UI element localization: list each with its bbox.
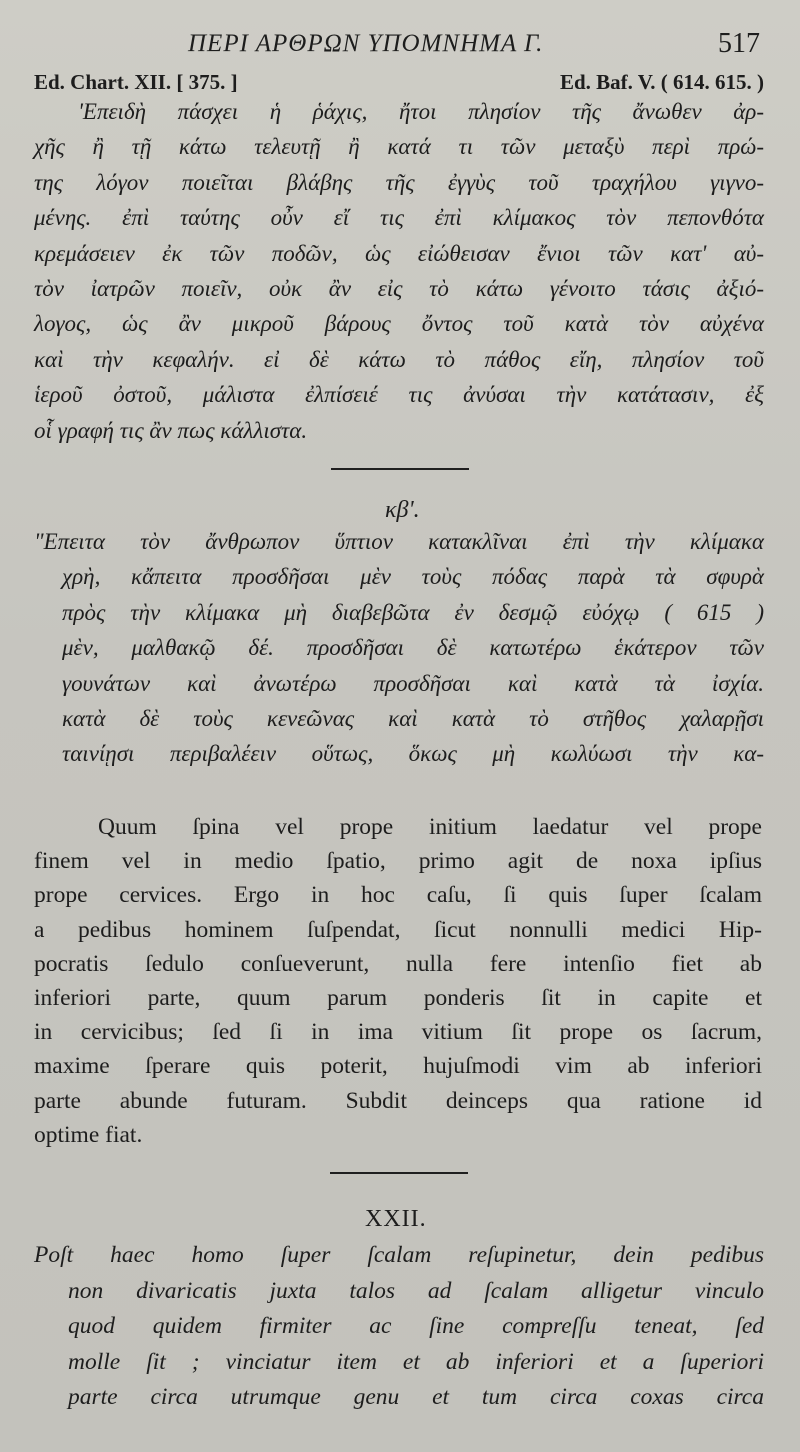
text-line: quod quidem firmiter ac ſine compreſſu teneat, ſed <box>68 1313 764 1340</box>
page-number: 517 <box>718 28 760 59</box>
text-line: λογος, ὡς ἂν μικροῦ βάρους ὄντος τοῦ κατὰ τὸν αὐχένα <box>34 311 764 337</box>
text-line: finem vel in medio ſpatio, primo agit de noxa ipſius <box>34 848 762 875</box>
running-title: ΠΕΡΙ ΑΡΘΡΩΝ ΥΠΟΜΝΗΜΑ Γ. <box>188 30 544 57</box>
text-line: optime fiat. <box>34 1121 143 1148</box>
text-line: ἱεροῦ ὀστοῦ, μάλιστα ἐλπίσειέ τις ἀνύσαι τὴν κατάτασιν, ἐξ <box>34 382 764 408</box>
text-line: κατὰ δὲ τοὺς κενεῶνας καὶ κατὰ τὸ στῆθος χαλαρῇσι <box>62 705 764 731</box>
text-line: prope cervices. Ergo in hoc caſu, ſi quis ſuper ſcalam <box>34 882 762 909</box>
latin-section-number: XXII. <box>365 1206 427 1232</box>
page-header <box>0 30 800 64</box>
text-line: parte circa utrumque genu et tum circa coxas circa <box>68 1384 764 1411</box>
greek-paragraph-1 <box>34 94 764 448</box>
text-line: πρὸς τὴν κλίμακα μὴ διαβεβῶτα ἐν δεσμῷ εὐόχῳ ( 615 ) <box>62 599 764 625</box>
text-line: molle ſit ; vinciatur item et ab inferiori et a ſuperiori <box>68 1348 764 1375</box>
text-line: μένης. ἐπὶ ταύτης οὖν εἴ τις ἐπὶ κλίμακος τὸν πεπονθότα <box>34 205 764 231</box>
text-line: "Επειτα τὸν ἄνθρωπον ὕπτιον κατακλῖναι ἐπὶ τὴν κλίμακα <box>34 529 764 554</box>
text-line: inferiori parte, quum parum ponderis ſit in capite et <box>34 984 762 1011</box>
latin-paragraph <box>34 810 762 1152</box>
text-line: parte abunde futuram. Subdit deinceps qua ratione id <box>34 1087 762 1114</box>
text-line: maxime ſperare quis poterit, hujuſmodi vim ab inferiori <box>34 1053 762 1080</box>
greek-paragraph-2 <box>34 524 764 772</box>
text-line: χῆς ἢ τῇ κάτω τελευτῇ ἢ κατά τι τῶν μεταξὺ περὶ πρώ- <box>34 134 764 160</box>
text-line: της λόγον ποιεῖται βλάβης τῆς ἐγγὺς τοῦ τραχήλου γιγνο- <box>34 169 764 195</box>
text-line: γουνάτων καὶ ἀνωτέρω προσδῆσαι καὶ κατὰ τὰ ἰσχία. <box>62 670 764 696</box>
section-divider <box>330 1172 468 1174</box>
text-line: χρὴ, κἄπειτα προσδῆσαι μὲν τοὺς πόδας παρὰ τὰ σφυρὰ <box>62 564 764 590</box>
text-line: Quum ſpina vel prope initium laedatur vel prope <box>98 814 762 840</box>
text-line: 'Επειδὴ πάσχει ἡ ῥάχις, ἤτοι πλησίον τῆς ἄνωθεν ἀρ- <box>78 99 764 124</box>
text-line: οἷ γραφή τις ἂν πως κάλλιστα. <box>34 417 308 443</box>
text-line: in cervicibus; ſed ſi in ima vitium ſit prope os ſacrum, <box>34 1019 762 1046</box>
latin-paragraph-2 <box>34 1238 764 1416</box>
text-line: τὸν ἰατρῶν ποιεῖν, οὐκ ἂν εἰς τὸ κάτω γένοιτο τάσις ἀξιό- <box>34 275 764 301</box>
text-line: pocratis ſedulo conſueverunt, nulla fere intenſio fiet ab <box>34 950 762 977</box>
edition-basel-reference: Ed. Baf. V. ( 614. 615. ) <box>559 70 764 94</box>
edition-chart-reference: Ed. Chart. XII. [ 375. ] <box>34 70 238 94</box>
section-divider <box>331 468 469 470</box>
text-line: μὲν, μαλθακῷ δέ. προσδῆσαι δὲ κατωτέρω ἑκάτερον τῶν <box>62 635 764 661</box>
text-line: Poſt haec homo ſuper ſcalam reſupinetur, dein pedibus <box>34 1242 764 1268</box>
text-line: κρεμάσειεν ἐκ τῶν ποδῶν, ὡς εἰώθεισαν ἔνιοι τῶν κατ' αὐ- <box>34 240 764 266</box>
text-line: καὶ τὴν κεφαλήν. εἰ δὲ κάτω τὸ πάθος εἴη, πλησίον τοῦ <box>34 346 764 372</box>
text-line: a pedibus hominem ſuſpendat, ſicut nonnulli medici Hip- <box>34 916 762 943</box>
text-line: non divaricatis juxta talos ad ſcalam alligetur vinculo <box>68 1277 764 1304</box>
greek-section-number: κβ'. <box>385 497 420 523</box>
text-line: ταινίῃσι περιβαλέειν οὕτως, ὅκως μὴ κωλύωσι τὴν κα- <box>62 741 764 767</box>
